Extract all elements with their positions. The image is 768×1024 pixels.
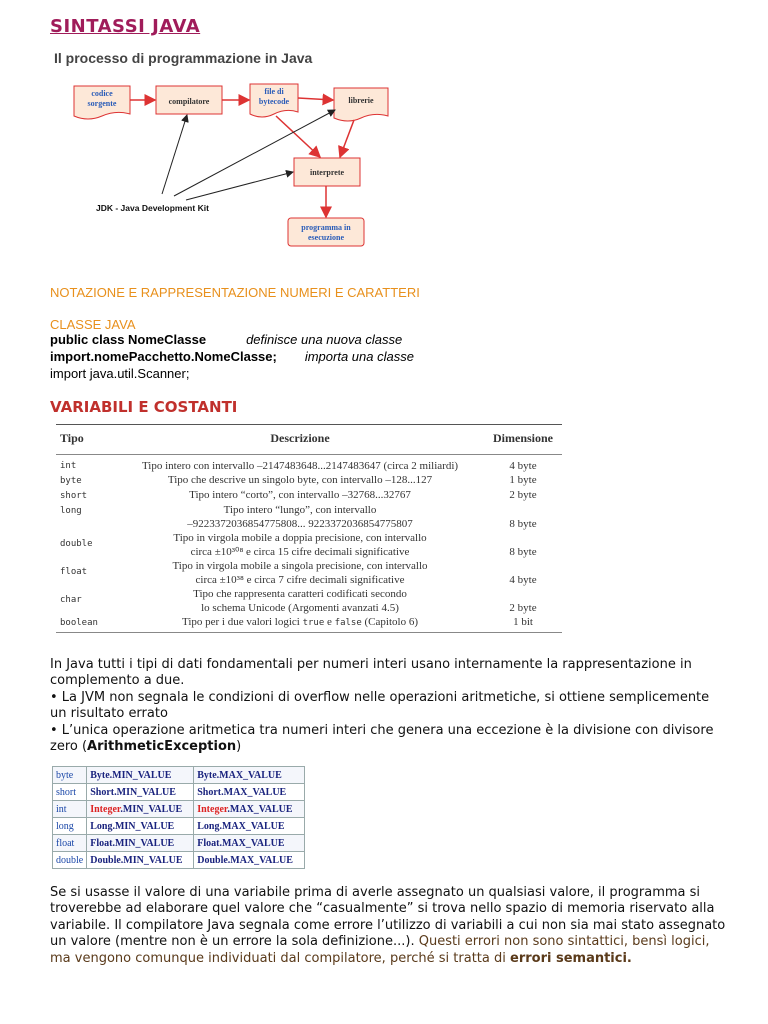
type-desc: Tipo che descrive un singolo byte, con intervallo –128...127 <box>167 474 433 486</box>
constant-name: .MAX_VALUE <box>219 820 285 832</box>
limit-type: short <box>53 784 87 801</box>
true-keyword: true <box>302 618 325 628</box>
false-keyword: false <box>334 618 362 628</box>
type-size: 1 byte <box>509 474 537 486</box>
table-row <box>56 531 562 559</box>
exception-name: ArithmeticException <box>87 739 237 755</box>
type-desc-line: Tipo in virgola mobile a singola precisione, con intervallo <box>172 560 428 572</box>
type-size: 4 byte <box>509 574 537 586</box>
running-program-label-2: esecuzione <box>308 233 344 242</box>
wrapper-class: Float <box>90 837 113 849</box>
type-name: byte <box>60 476 82 486</box>
max-value-cell <box>194 835 305 852</box>
section-notazione-heading: NOTAZIONE E RAPPRESENTAZIONE NUMERI E CARATTERI <box>50 285 420 300</box>
source-code-label: codice <box>91 89 113 98</box>
limit-type: long <box>53 818 87 835</box>
limit-type: double <box>53 852 87 869</box>
max-value-cell <box>194 852 305 869</box>
constant-name: .MAX_VALUE <box>221 786 287 798</box>
limit-type: int <box>53 801 87 818</box>
code-line-2 <box>50 349 414 364</box>
bytecode-label: file di <box>264 87 284 96</box>
limit-type: byte <box>53 767 87 784</box>
table-row <box>56 559 562 587</box>
constant-name: .MIN_VALUE <box>114 786 176 798</box>
table-row <box>53 767 305 784</box>
arrow-jdk-interpreter <box>186 172 293 200</box>
compiler-label: compilatore <box>168 97 210 106</box>
page-title: SINTASSI JAVA <box>50 16 201 37</box>
constant-name: .MIN_VALUE <box>120 803 183 815</box>
max-value-cell <box>194 818 305 835</box>
wrapper-class: Long <box>197 820 220 832</box>
constant-name: .MAX_VALUE <box>227 803 293 815</box>
type-name: short <box>60 491 88 501</box>
wrapper-class: Float <box>197 837 220 849</box>
min-value-cell <box>87 818 194 835</box>
table-row <box>53 801 305 818</box>
libraries-label: librerie <box>348 96 374 105</box>
arrow-bytecode-libraries <box>298 98 333 100</box>
types-header-descrizione: Descrizione <box>116 425 484 455</box>
wrapper-class: Short <box>197 786 222 798</box>
type-desc <box>116 559 484 587</box>
running-program-label: programma in <box>301 223 351 232</box>
type-desc <box>116 531 484 559</box>
table-row <box>56 503 562 531</box>
wrapper-class: Long <box>90 820 113 832</box>
arrow-libraries-interpreter <box>340 120 354 157</box>
bytecode-label-2: bytecode <box>258 97 290 106</box>
min-value-cell <box>87 767 194 784</box>
constant-name: .MIN_VALUE <box>112 837 175 849</box>
type-size: 2 byte <box>509 489 537 501</box>
type-desc-line: lo schema Unicode (Argomenti avanzati 4.5) <box>201 602 399 614</box>
constant-name: .MIN_VALUE <box>120 854 183 866</box>
type-desc-part: (Capitolo 6) <box>361 616 418 628</box>
wrapper-class: Integer <box>197 803 228 815</box>
type-desc-line: –9223372036854775808... 9223372036854775807 <box>187 518 413 530</box>
wrapper-class: Integer <box>90 803 121 815</box>
constant-name: .MAX_VALUE <box>216 769 282 781</box>
type-name: double <box>60 539 93 549</box>
wrapper-class: Short <box>90 786 115 798</box>
constant-name: .MIN_VALUE <box>109 769 172 781</box>
table-row <box>56 455 562 474</box>
max-value-cell <box>194 767 305 784</box>
table-row <box>53 852 305 869</box>
paragraph-text: Se si usasse il valore di una variabile prima di averle assegnato un qualsiasi valore, il programma si troverebbe ad elaborare quel valore che “casualmente” si trova nello spazio di memoria riservato alla variabile. Il compilatore Java segnala come errore l’utilizzo di variabili a cui non sia mai stato assegnato un valore (mentre non è un errore la sola definizione...). <box>50 885 726 950</box>
type-desc <box>116 587 484 615</box>
table-row <box>56 473 562 488</box>
type-size: 8 byte <box>509 546 537 558</box>
types-header-tipo: Tipo <box>56 425 116 455</box>
type-name: float <box>60 567 88 577</box>
subtitle: Il processo di programmazione in Java <box>54 50 313 66</box>
wrapper-class: Byte <box>90 769 110 781</box>
type-size: 4 byte <box>509 460 537 472</box>
type-desc-line: circa ±10³⁰⁸ e circa 15 cifre decimali significative <box>190 546 410 558</box>
source-code-label-2: sorgente <box>87 99 117 108</box>
max-value-cell <box>194 801 305 818</box>
type-name: long <box>60 506 82 516</box>
type-desc: Tipo intero con intervallo –2147483648...2147483647 (circa 2 miliardi) <box>141 460 459 472</box>
wrapper-class: Double <box>197 854 228 866</box>
code-line-3: import java.util.Scanner; <box>50 366 190 381</box>
type-desc-line: Tipo in virgola mobile a doppia precisione, con intervallo <box>173 532 427 544</box>
type-name: int <box>60 461 77 471</box>
type-size: 1 bit <box>484 615 562 633</box>
paragraph-text: ) <box>236 739 242 755</box>
arrow-jdk-compiler <box>162 115 187 194</box>
paragraph-line: In Java tutti i tipi di dati fondamentali per numeri interi usano internamente la rappresentazione in complemento a due. <box>50 657 692 689</box>
table-row <box>56 587 562 615</box>
type-desc: Tipo intero “corto”, con intervallo –32768...32767 <box>189 489 411 501</box>
types-table <box>56 424 562 633</box>
section-classe-heading: CLASSE JAVA <box>50 317 136 332</box>
min-value-cell <box>87 835 194 852</box>
semantic-errors-term: errori semantici. <box>510 950 632 966</box>
arrow-bytecode-interpreter <box>276 116 320 157</box>
type-desc <box>116 615 484 633</box>
wrapper-class: Double <box>90 854 121 866</box>
constant-name: .MIN_VALUE <box>112 820 175 832</box>
max-value-cell <box>194 784 305 801</box>
type-size: 2 byte <box>509 602 537 614</box>
limit-type: float <box>53 835 87 852</box>
constant-name: .MAX_VALUE <box>219 837 285 849</box>
jdk-label: JDK - Java Development Kit <box>96 203 209 213</box>
section-variabili-heading: VARIABILI E COSTANTI <box>50 398 238 416</box>
table-row <box>56 615 562 633</box>
type-desc-line: circa ±10³⁸ e circa 7 cifre decimali significative <box>195 574 405 586</box>
code-line-1 <box>50 332 402 347</box>
code-line-1-desc: definisce una nuova classe <box>246 332 403 347</box>
type-desc <box>116 503 484 531</box>
interpreter-label: interprete <box>309 168 345 177</box>
type-desc-part: Tipo per i due valori logici <box>182 616 303 628</box>
code-line-2-desc: importa una classe <box>304 349 414 364</box>
type-desc-part: e <box>324 616 335 628</box>
paragraph-line: • La JVM non segnala le condizioni di overflow nelle operazioni aritmetiche, si ottiene semplicemente un risultato errato <box>50 689 710 722</box>
code-line-2-code: import.nomePacchetto.NomeClasse; <box>50 349 277 364</box>
min-value-cell <box>87 852 194 869</box>
type-desc-line: Tipo che rappresenta caratteri codificati secondo <box>193 588 407 600</box>
paragraph-line <box>50 723 722 756</box>
table-row <box>53 784 305 801</box>
table-row <box>53 835 305 852</box>
constant-name: .MAX_VALUE <box>227 854 293 866</box>
table-row <box>53 818 305 835</box>
type-name: boolean <box>56 615 116 633</box>
programming-process-diagram <box>70 80 410 260</box>
limits-table <box>52 766 305 869</box>
type-name: char <box>60 595 82 605</box>
table-row <box>56 488 562 503</box>
paragraph-integers <box>50 657 722 755</box>
code-line-1-code: public class NomeClasse <box>50 332 207 347</box>
paragraph-uninitialized <box>50 885 730 967</box>
paragraph-text: • L’unica operazione aritmetica tra numeri interi che genera una eccezione è la divisione con divisore zero ( <box>50 722 714 755</box>
min-value-cell <box>87 784 194 801</box>
types-header-dimensione: Dimensione <box>484 425 562 455</box>
min-value-cell <box>87 801 194 818</box>
wrapper-class: Byte <box>197 769 217 781</box>
paragraph-text-logical-errors: Questi errori non sono sintattici, bensì logici, ma vengono comunque individuati dal compilatore, perché si tratta di <box>50 934 710 966</box>
type-size: 8 byte <box>509 518 537 530</box>
type-desc-line: Tipo intero “lungo”, con intervallo <box>223 504 377 516</box>
